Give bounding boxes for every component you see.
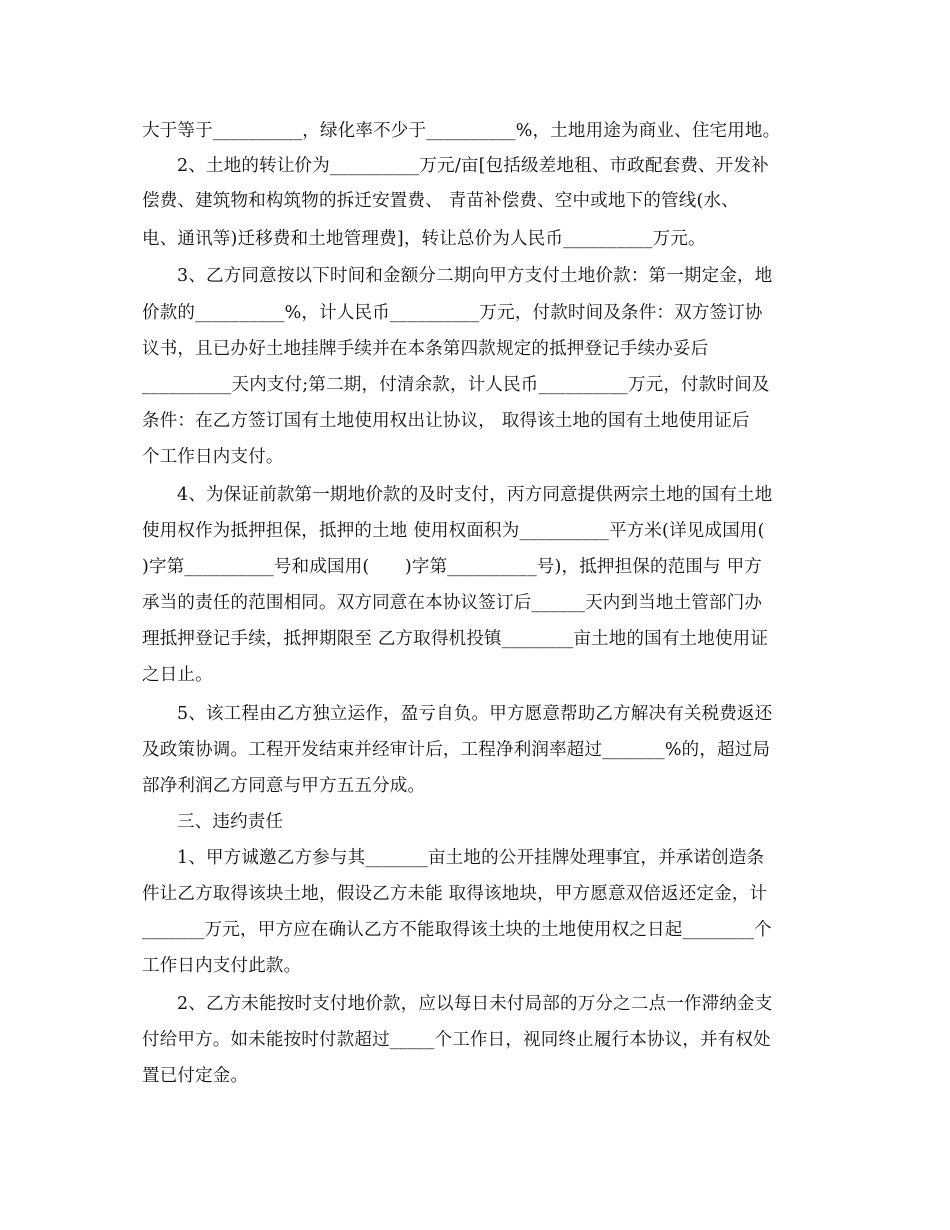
- section-heading: 三、违约责任: [177, 812, 284, 832]
- text-line: 大于等于__________，绿化率不少于__________%，土地用途为商业、住宅用地。: [142, 121, 781, 141]
- text-line: 4、为保证前款第一期地价款的及时支付，丙方同意提供两宗土地的国有土地: [177, 485, 773, 505]
- text-line: )字第__________号和成国用( )字第__________号)，抵押担保的范围与 甲方: [142, 557, 762, 577]
- text-line: 之日止。: [142, 665, 213, 685]
- text-line: 电、通讯等)迁移费和土地管理费]，转让总价为人民币__________万元。: [142, 229, 706, 249]
- text-line: 议书，且已办好土地挂牌手续并在本条第四款规定的抵押登记手续办妥后: [142, 339, 709, 359]
- text-line: __________天内支付;第二期，付清余款，计人民币__________万元，付款时间及: [142, 375, 770, 395]
- text-line: 使用权作为抵押担保，抵押的土地 使用权面积为__________平方米(详见成国用(: [142, 521, 765, 541]
- text-line: 工作日内支付此款。: [142, 956, 302, 976]
- text-line: 件让乙方取得该块土地，假设乙方未能 取得该地块，甲方愿意双倍返还定金，计: [142, 884, 768, 904]
- text-line: 付给甲方。如未能按时付款超过_____个工作日，视同终止履行本协议，并有权处: [142, 1030, 771, 1050]
- text-line: 理抵押登记手续，抵押期限至 乙方取得机投镇________亩土地的国有土地使用证: [142, 629, 769, 649]
- text-line: 条件：在乙方签订国有土地使用权出让协议， 取得该土地的国有土地使用证后: [142, 411, 750, 431]
- text-line: 个工作日内支付。: [142, 447, 284, 467]
- text-line: 置已付定金。: [142, 1066, 249, 1086]
- text-line: 偿费、建筑物和构筑物的拆迁安置费、 青苗补偿费、空中或地下的管线(水、: [142, 191, 739, 211]
- text-line: 2、土地的转让价为__________万元/亩[包括级差地租、市政配套费、开发补: [177, 156, 769, 176]
- text-line: 5、该工程由乙方独立运作，盈亏自负。甲方愿意帮助乙方解决有关税费返还: [177, 704, 773, 724]
- text-line: 承当的责任的范围相同。双方同意在本协议签订后______天内到当地土管部门办: [142, 593, 763, 613]
- text-line: 部净利润乙方同意与甲方五五分成。: [142, 776, 426, 796]
- text-line: _______万元，甲方应在确认乙方不能取得该土块的土地使用权之日起________个: [142, 920, 772, 940]
- text-line: 1、甲方诚邀乙方参与其_______亩土地的公开挂牌处理事宜，并承诺创造条: [177, 848, 765, 868]
- text-line: 及政策协调。工程开发结束并经审计后，工程净利润率超过_______%的，超过局: [142, 740, 771, 760]
- text-line: 价款的__________%，计人民币__________万元，付款时间及条件：双方签订协: [142, 303, 763, 323]
- text-line: 3、乙方同意按以下时间和金额分二期向甲方支付土地价款：第一期定金，地: [177, 266, 773, 286]
- text-line: 2、乙方未能按时支付地价款，应以每日未付局部的万分之二点一作滞纳金支: [177, 994, 773, 1014]
